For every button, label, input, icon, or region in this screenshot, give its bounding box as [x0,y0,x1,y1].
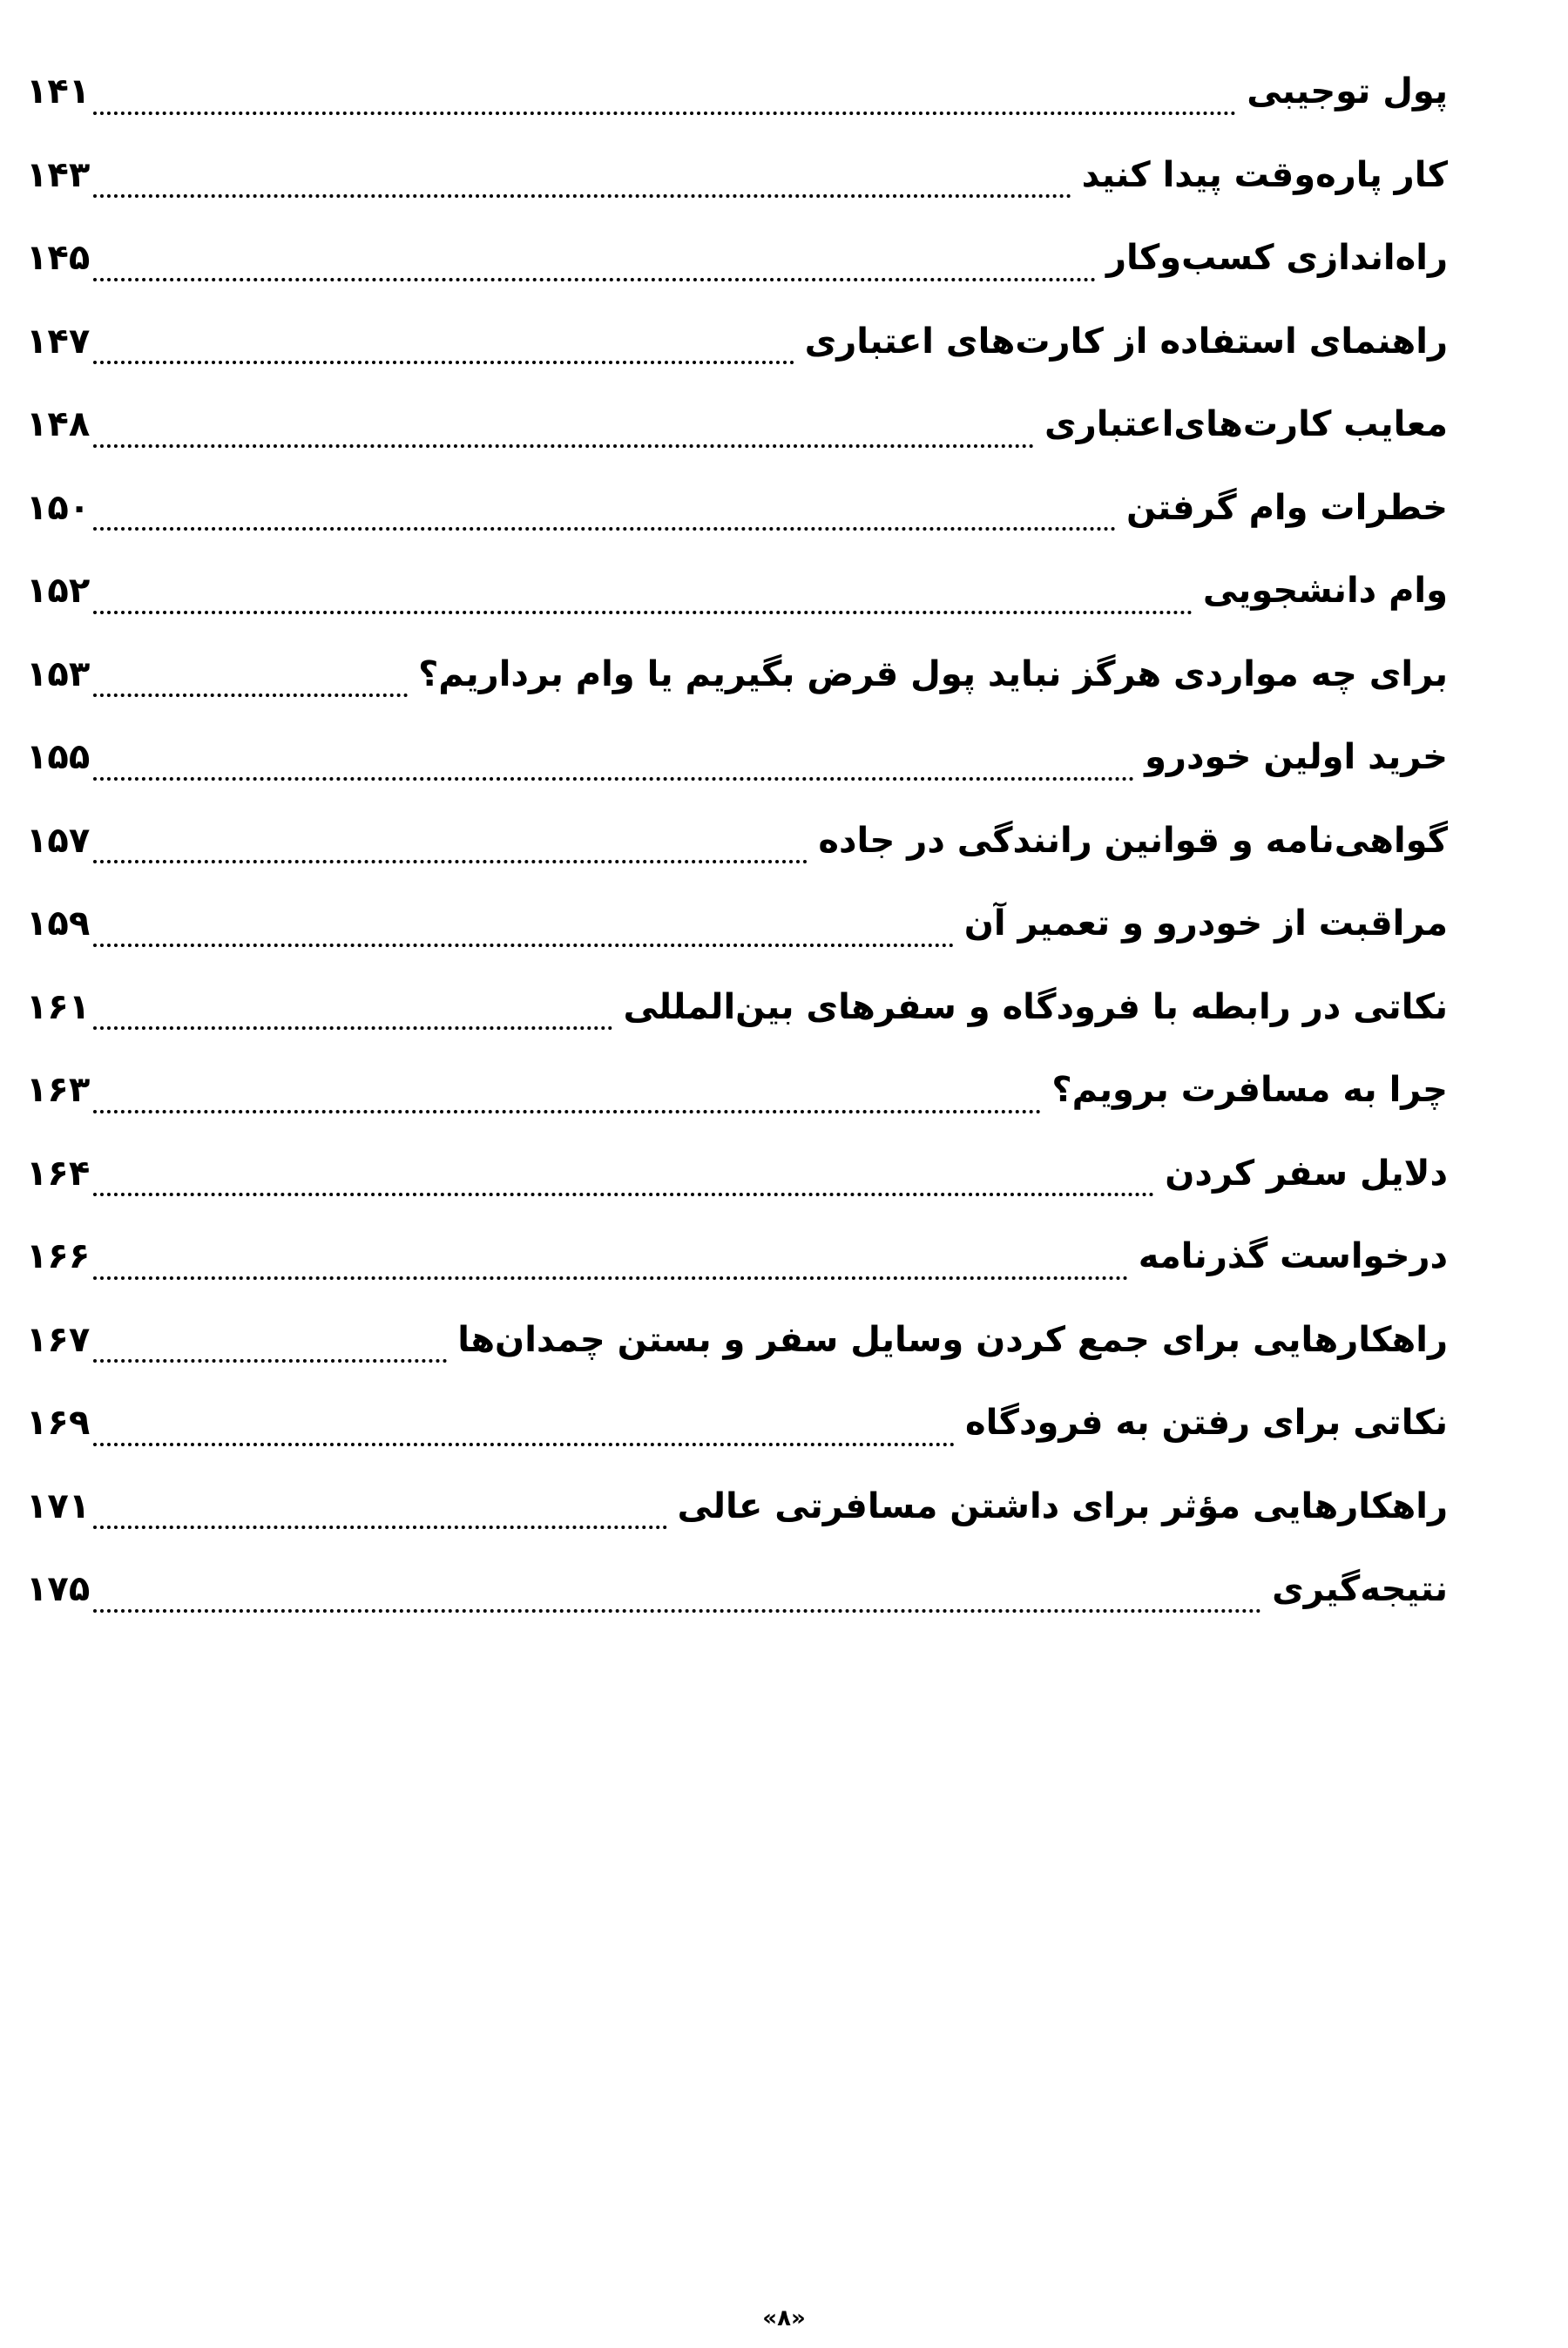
toc-entry-page: ۱۴۸ [26,404,91,444]
toc-entry-title: برای چه مواردی هرگز نباید پول قرض بگیریم یا وام برداریم؟ [418,653,1448,694]
toc-entry[interactable] [26,301,1448,384]
toc-entry-title: نکاتی در رابطه با فرودگاه و سفرهای بین‌المللی [623,986,1448,1027]
toc-entry[interactable] [26,966,1448,1050]
toc-entry-title: دلایل سفر کردن [1165,1153,1448,1194]
dot-leader [93,1526,666,1529]
dot-leader [93,1359,447,1363]
toc-entry[interactable] [26,51,1448,134]
dot-leader [93,112,1236,115]
toc-entry-page: ۱۶۱ [26,986,91,1027]
toc-entry-page: ۱۶۷ [26,1319,91,1360]
dot-leader [93,1026,612,1030]
toc-entry-page: ۱۴۵ [26,238,91,278]
toc-entry-page: ۱۴۳ [26,154,91,195]
toc-entry[interactable] [26,1382,1448,1465]
toc-entry-title: چرا به مسافرت برویم؟ [1051,1070,1448,1110]
toc-entry[interactable] [26,716,1448,800]
toc-entry-page: ۱۶۹ [26,1403,91,1443]
toc-entry-title: وام دانشجویی [1202,571,1448,611]
toc-entry-title: راهنمای استفاده از کارت‌های اعتباری [804,321,1448,362]
toc-entry-page: ۱۷۱ [26,1485,91,1526]
toc-entry[interactable] [26,1299,1448,1383]
toc-entry[interactable] [26,883,1448,966]
toc-entry-page: ۱۶۴ [26,1153,91,1194]
toc-entry-title: راهکارهایی مؤثر برای داشتن مسافرتی عالی [677,1485,1448,1526]
toc-entry-title: معایب کارت‌های‌اعتباری [1044,404,1448,444]
toc-entry-title: خطرات وام گرفتن [1126,487,1448,528]
dot-leader [93,1443,955,1446]
toc-entry-title: راه‌اندازی کسب‌وکار [1106,238,1448,278]
toc-entry-page: ۱۷۵ [26,1569,91,1609]
toc-entry-title: مراقبت از خودرو و تعمیر آن [963,903,1448,944]
toc-entry-title: کار پاره‌وقت پیدا کنید [1081,154,1448,195]
toc-entry-page: ۱۶۶ [26,1236,91,1276]
toc-entry-title: نتیجه‌گیری [1272,1569,1448,1609]
dot-leader [93,1276,1128,1280]
dot-leader [93,1110,1041,1113]
toc-entry[interactable] [26,633,1448,717]
dot-leader [93,1609,1261,1613]
toc-entry-page: ۱۵۲ [26,571,91,611]
dot-leader [93,278,1096,281]
toc-entry-title: درخواست گذرنامه [1138,1236,1448,1276]
toc-entry[interactable] [26,383,1448,467]
toc-entry[interactable] [26,1133,1448,1216]
toc-entry-page: ۱۵۷ [26,820,91,861]
dot-leader [93,194,1071,198]
toc-entry[interactable] [26,1548,1448,1632]
table-of-contents [26,51,1448,1632]
dot-leader [93,361,794,364]
page-number: «۸» [762,2305,806,2331]
toc-entry[interactable] [26,550,1448,633]
toc-entry-title: گواهی‌نامه و قوانین رانندگی در جاده [818,820,1448,861]
toc-entry-page: ۱۴۷ [26,321,91,362]
dot-leader [93,860,808,863]
dot-leader [93,777,1134,781]
toc-entry-page: ۱۵۰ [26,487,91,528]
toc-entry-page: ۱۶۳ [26,1070,91,1110]
toc-entry[interactable] [26,467,1448,551]
dot-leader [93,444,1034,448]
dot-leader [93,611,1193,614]
toc-entry-title: راهکارهایی برای جمع کردن وسایل سفر و بستن چمدان‌ها [457,1319,1448,1360]
dot-leader [93,694,408,697]
dot-leader [93,527,1116,531]
toc-entry-page: ۱۴۱ [26,71,91,112]
toc-entry[interactable] [26,217,1448,301]
toc-entry[interactable] [26,1049,1448,1133]
dot-leader [93,944,953,947]
toc-entry-title: پول توجیبی [1247,71,1448,112]
toc-entry[interactable] [26,800,1448,883]
toc-entry-page: ۱۵۵ [26,737,91,777]
toc-entry[interactable] [26,134,1448,218]
toc-entry-title: خرید اولین خودرو [1145,737,1448,777]
toc-entry-title: نکاتی برای رفتن به فرودگاه [965,1403,1448,1443]
toc-entry[interactable] [26,1465,1448,1549]
dot-leader [93,1193,1154,1196]
toc-entry[interactable] [26,1215,1448,1299]
toc-entry-page: ۱۵۹ [26,903,91,944]
toc-entry-page: ۱۵۳ [26,653,91,694]
